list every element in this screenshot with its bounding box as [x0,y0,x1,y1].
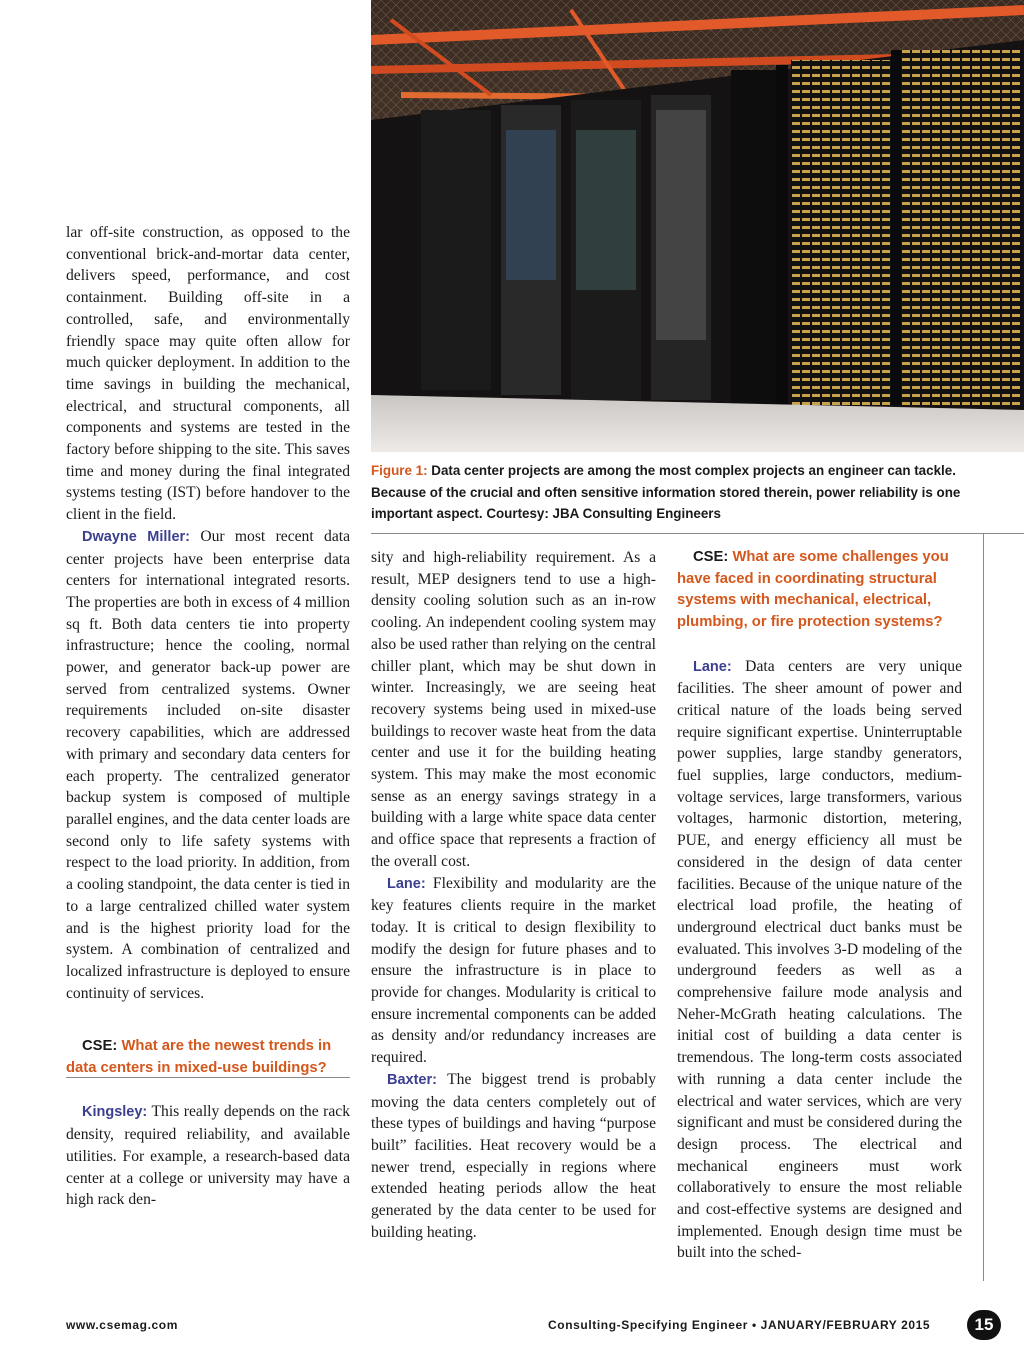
footer-url[interactable]: www.csemag.com [66,1318,178,1332]
paragraph-text: Our most recent data center projects have been enterprise data centers for international integrated resorts. The properties are both in excess of 4 million sq ft. Both data centers tie into property infrastructure; hence the cooling, normal power, and generator back-up power are served from centralized systems. Owner requirements included on-site disaster recovery capabilities, which are addressed with primary and secondary data centers for each property. The centralized generator backup system is composed of multiple parallel engines, and the data center loads are second only to life safety systems with respect to the load priority. In addition, from a cooling standpoint, the data center is tied in to a large centralized chilled water system and is the highest priority load for the system. A combination of centralized and localized infrastructure is deployed to ensure continuity of services. [66,527,351,1002]
col1-paragraph-2 [66,526,350,1004]
speaker-name: Baxter: [387,1071,437,1088]
paragraph-text: This really depends on the rack density, required reliability, and available utilities. For example, a research-based data center at a college or university may have a high rack den- [66,1103,350,1209]
col3-paragraph-1 [677,656,962,1265]
speaker-name: Kingsley: [82,1104,148,1121]
question-box-right-border [983,533,984,1281]
data-center-photo-illustration [371,0,1024,452]
question-text: What are the newest trends in data centers in mixed-use buildings? [66,1038,332,1077]
column-2 [371,547,656,1244]
question-text: What are some challenges you have faced in coordinating structural systems with mechanical, electrical, plumbing, or fire protection systems? [677,549,949,631]
cse-prefix: CSE: [82,1038,118,1055]
column-3 [677,547,962,1264]
page-number: 15 [967,1310,1001,1340]
paragraph-text: The biggest trend is probably moving the data centers completely out of these types of buildings and having “purpose built” facilities. Heat recovery would be a newer trend, especially in regions where extended heating periods allow the heat generated by the data center to be used for building heating. [371,1070,656,1241]
col3-question [677,547,962,634]
paragraph-text: Data centers are very unique facilities. The sheer amount of power and critical nature of the loads being served require significant expertise. Uninterruptable power supplies, large standby generators, fuel supplies, large conductors, medium-voltage services, large transformers, various voltages, harmonic distortion, metering, PUE, and energy efficiency all must be considered in the design of data center facilities. Because of the unique nature of the electrical load profile, the heating of underground electrical duct banks must be evaluated. This involves 3-D modeling of the underground feeders as well as a comprehensive failure mode analysis and Neher-McGrath heating calculations. The initial cost of building a data center is tremendous. The long-term costs associated with running a data center include the electrical and water services, which are very significant and must be considered during the design process. The electrical and mechanical engineers must work collaboratively to ensure the most reliable and cost-effective systems are designed and implemented. Enough design time must be built into the sched- [677,657,962,1262]
col1-paragraph-1: lar off-site construction, as opposed to the conventional brick-and-mortar data center, delivers speed, performance, and cost containment. Building off-site in a controlled, safe, and environmentally friendly space may quite often allow for much quicker deployment. In addition to the time savings in building the mechanical, electrical, and structural components, all components and systems are tested in the factory before shipping to the site. This saves time and money during the final integrated systems testing (IST) before handover to the client in the field. [66,224,350,524]
col1-question [66,1036,350,1079]
speaker-name: Dwayne Miller: [82,528,190,545]
figure-caption-text: Data center projects are among the most complex projects an engineer can tackle. Because of the crucial and often sensitive information stored therein, power reliability is one important aspect. Courtesy: JBA Consulting Engineers [371,463,961,522]
speaker-name: Lane: [387,875,426,892]
caption-divider [371,533,1024,534]
column-1 [66,222,350,1211]
col2-paragraph-1: sity and high-reliability requirement. As a result, MEP designers tend to use a high-density cooling solution such as an in-row cooling. An independent cooling system may also be used rather than relying on the central chiller plant, which may be shut down in winter. Increasingly, we are seeing heat recovery systems being used in mixed-use buildings to recover waste heat from the data center and use it for the building heating system. This may make the most economic sense as an energy savings strategy in a building with a large white space data center and office space that represents a fraction of the overall cost. [371,549,656,870]
figure-caption [371,460,971,525]
figure-photo [371,0,1024,452]
col2-paragraph-3 [371,1069,656,1244]
col2-paragraph-2 [371,873,656,1069]
figure-label: Figure 1: [371,463,428,478]
paragraph-text: Flexibility and modularity are the key features clients require in the market today. It is critical to design flexibility to modify the design for future phases and to ensure the infrastructure is in place to provide for changes. Modularity is critical to ensure incremental components can be added as density and/or redundancy increases are required. [371,874,656,1067]
cse-prefix: CSE: [693,549,729,565]
speaker-name: Lane: [693,658,732,675]
col1-paragraph-3 [66,1101,350,1211]
footer-publication: Consulting-Specifying Engineer • JANUARY/FEBRUARY 2015 [548,1318,931,1332]
